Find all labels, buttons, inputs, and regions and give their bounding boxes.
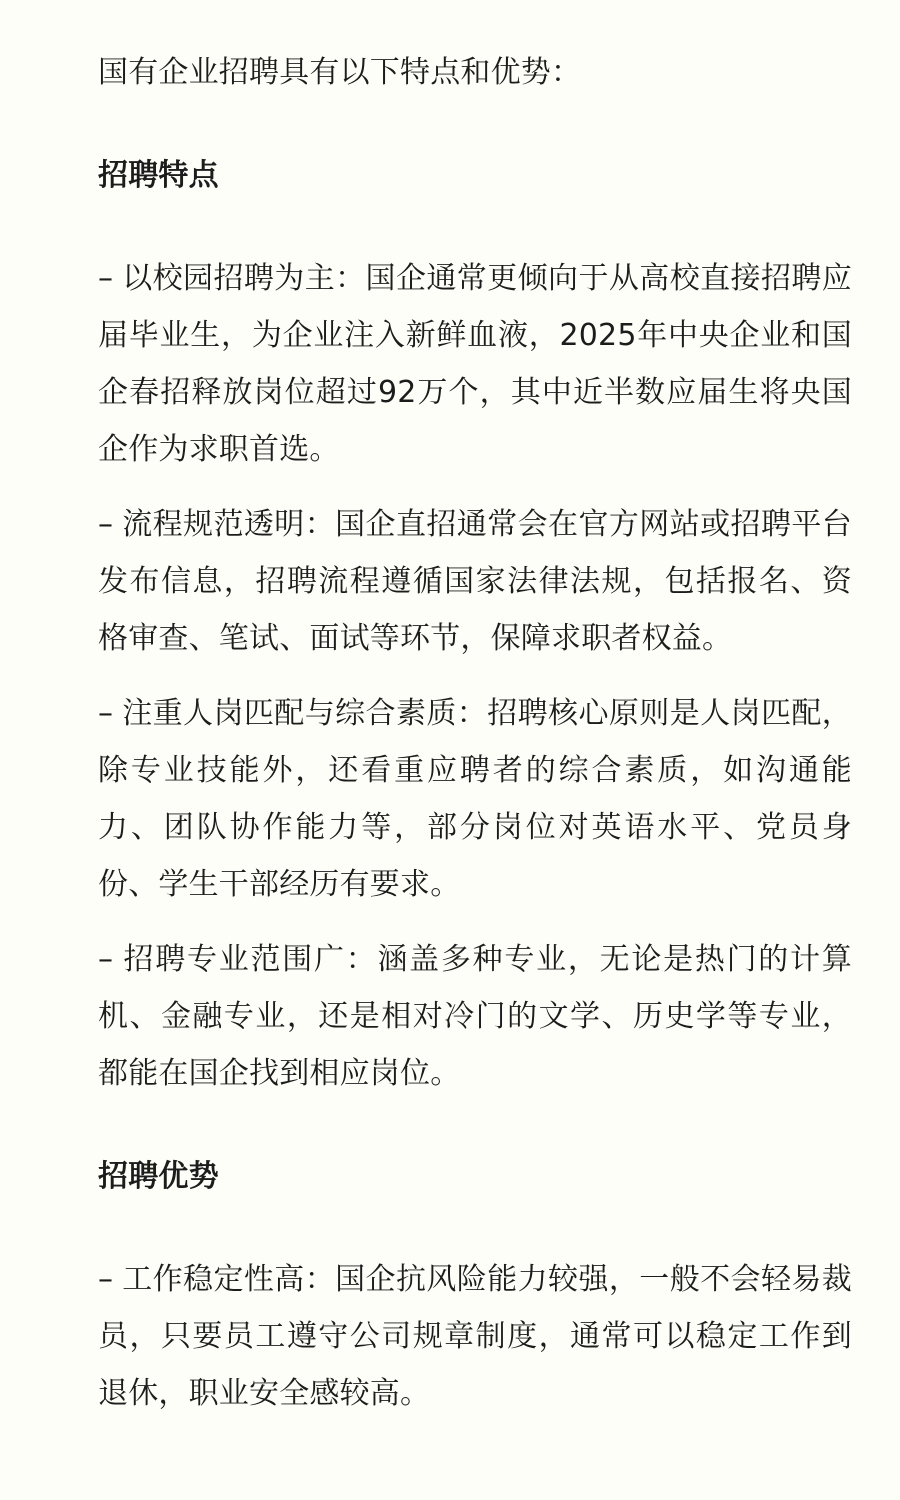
dash-marker: –	[98, 942, 114, 977]
dash-marker: –	[98, 507, 114, 542]
advantage-item-job-stability	[98, 1251, 852, 1422]
dash-marker: –	[98, 1262, 114, 1297]
feature-item-transparent-process	[98, 496, 852, 667]
section-recruitment-features	[98, 147, 852, 1102]
section-heading-features: 招聘特点	[98, 158, 219, 193]
advantage-item-text: 工作稳定性高：国企抗风险能力较强，一般不会轻易裁员，只要员工遵守公司规章制度，通常可以稳定工作到退休，职业安全感较高。	[98, 1262, 852, 1411]
dash-marker: –	[98, 261, 114, 296]
feature-item-text: 流程规范透明：国企直招通常会在官方网站或招聘平台发布信息，招聘流程遵循国家法律法规，包括报名、资格审查、笔试、面试等环节，保障求职者权益。	[98, 507, 852, 656]
section-heading-advantages: 招聘优势	[98, 1159, 219, 1194]
feature-item-text: 招聘专业范围广：涵盖多种专业，无论是热门的计算机、金融专业，还是相对冷门的文学、历史学等专业，都能在国企找到相应岗位。	[98, 942, 852, 1091]
feature-item-position-matching	[98, 685, 852, 913]
feature-item-text: 注重人岗匹配与综合素质：招聘核心原则是人岗匹配，除专业技能外，还看重应聘者的综合素质，如沟通能力、团队协作能力等，部分岗位对英语水平、党员身份、学生干部经历有要求。	[98, 696, 852, 902]
feature-item-campus-recruitment	[98, 250, 852, 478]
intro-text: 国有企业招聘具有以下特点和优势：	[98, 55, 582, 90]
feature-item-text: 以校园招聘为主：国企通常更倾向于从高校直接招聘应届毕业生，为企业注入新鲜血液，2025年中央企业和国企春招释放岗位超过92万个，其中近半数应届生将央国企作为求职首选。	[98, 261, 852, 467]
feature-item-broad-majors	[98, 931, 852, 1102]
section-recruitment-advantages	[98, 1148, 852, 1422]
dash-marker: –	[98, 696, 114, 731]
